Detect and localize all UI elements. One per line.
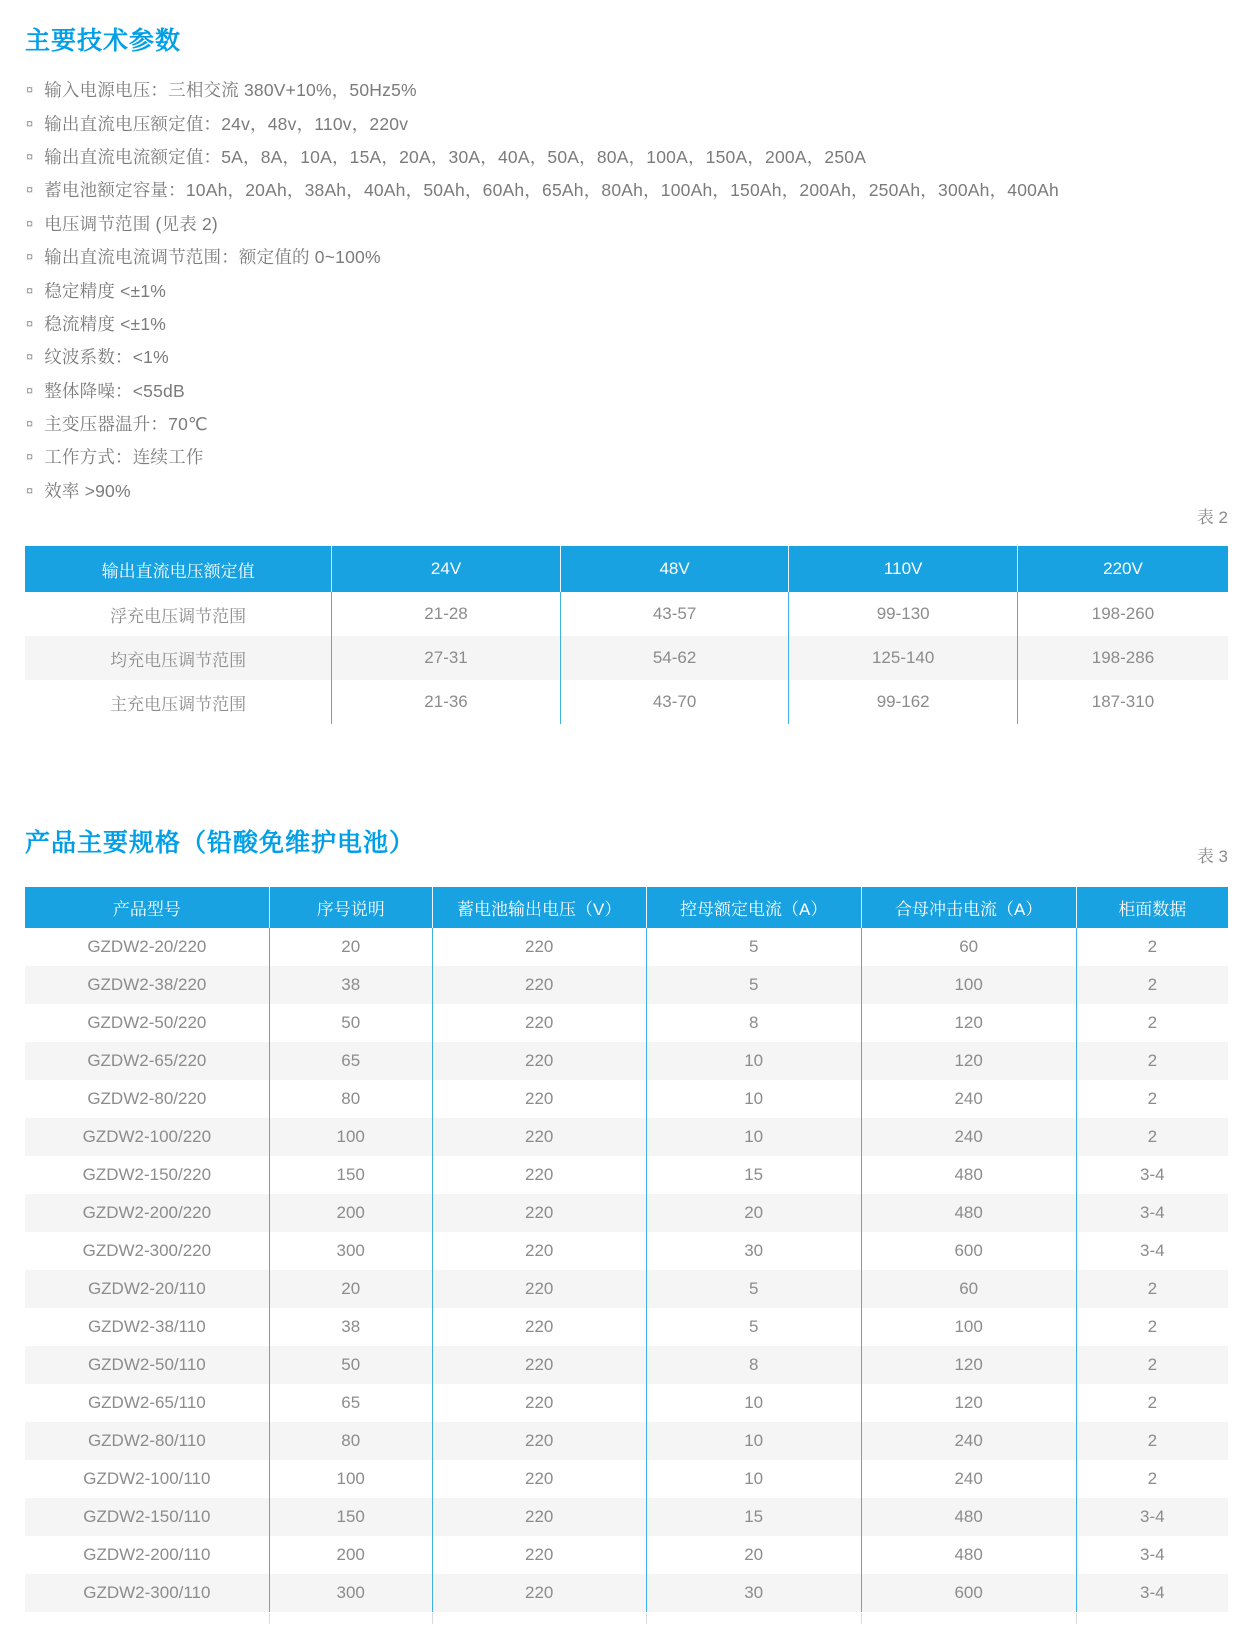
section2-title: 产品主要规格（铅酸免维护电池） (25, 829, 416, 858)
table-cell: 200 (269, 1536, 432, 1574)
table-cell: 21-28 (332, 592, 561, 636)
table-cell: 10 (646, 1422, 861, 1460)
table2-label: 表 2 (1196, 508, 1228, 528)
table-cell: 220 (432, 1118, 646, 1156)
spec-text: 效率 >90% (44, 480, 131, 501)
table-cell: 120 (861, 1042, 1076, 1080)
product-spec-table (25, 887, 1228, 1612)
table-cell: 5 (646, 1308, 861, 1346)
table-cell: 480 (861, 1536, 1076, 1574)
table-cell: 2 (1076, 966, 1228, 1004)
table-row (25, 1042, 1228, 1080)
bullet-icon: ¤ (26, 349, 34, 365)
table-row (25, 1194, 1228, 1232)
table-cell: 220 (432, 928, 646, 966)
column-header: 220V (1017, 546, 1228, 592)
table-cell: 20 (646, 1536, 861, 1574)
table-cell: 220 (432, 1080, 646, 1118)
spec-item (25, 340, 1228, 373)
table-cell: GZDW2-200/220 (82, 1203, 212, 1223)
table-cell: 150 (269, 1498, 432, 1536)
table-cell: 120 (861, 1384, 1076, 1422)
table-cell: GZDW2-100/220 (82, 1127, 212, 1147)
table-cell: 2 (1076, 1004, 1228, 1042)
table-cell: 300 (269, 1574, 432, 1612)
table-row (25, 1384, 1228, 1422)
table-cell: 480 (861, 1156, 1076, 1194)
table-cell: 2 (1076, 1460, 1228, 1498)
spec-text: 工作方式：连续工作 (44, 447, 204, 468)
spec-item (25, 374, 1228, 407)
spec-text: 输出直流电压额定值：24v，48v，110v，220v (44, 113, 409, 134)
spec-item (25, 207, 1228, 240)
tick-mark (646, 1613, 647, 1624)
table-cell: 100 (269, 1460, 432, 1498)
table-cell: GZDW2-150/220 (82, 1165, 212, 1185)
table-cell: 54-62 (560, 636, 789, 680)
table-row (25, 1536, 1228, 1574)
spec-text: 输出直流电流调节范围：额定值的 0~100% (44, 247, 381, 268)
table-cell: 99-130 (789, 592, 1018, 636)
table-cell: 480 (861, 1194, 1076, 1232)
table-cell: 15 (646, 1156, 861, 1194)
bullet-icon: ¤ (26, 416, 34, 432)
spec-item (25, 240, 1228, 273)
spec-item (25, 307, 1228, 340)
table-cell: 240 (861, 1118, 1076, 1156)
table-cell: 20 (269, 1270, 432, 1308)
spec-text: 蓄电池额定容量：10Ah，20Ah，38Ah，40Ah，50Ah，60Ah，65Ah，80Ah，100Ah，150Ah，200Ah，250Ah，300Ah，400Ah (44, 180, 1059, 201)
table-cell: 65 (269, 1042, 432, 1080)
column-header: 24V (332, 546, 561, 592)
table-row (25, 1498, 1228, 1536)
table-cell: 60 (861, 928, 1076, 966)
table-cell: 3-4 (1076, 1194, 1228, 1232)
spec-item (25, 173, 1228, 206)
table3-bottom-ticks (25, 1612, 1228, 1626)
table3-label: 表 3 (1196, 847, 1228, 867)
table-cell: GZDW2-65/220 (87, 1051, 207, 1071)
column-header: 110V (789, 546, 1018, 592)
bullet-icon: ¤ (26, 249, 34, 265)
table-row (25, 1422, 1228, 1460)
table-cell: GZDW2-50/220 (87, 1013, 207, 1033)
spec-text: 主变压器温升：70℃ (44, 414, 208, 435)
table-row (25, 1156, 1228, 1194)
spec-text: 整体降噪：<55dB (44, 380, 185, 401)
table-cell: 240 (861, 1422, 1076, 1460)
table-cell: 200 (269, 1194, 432, 1232)
table-cell: 600 (861, 1232, 1076, 1270)
table-cell: 10 (646, 1384, 861, 1422)
table-cell: 220 (432, 1536, 646, 1574)
table-cell: GZDW2-300/110 (83, 1583, 211, 1603)
table-cell: GZDW2-50/110 (87, 1355, 206, 1375)
table-cell: 220 (432, 966, 646, 1004)
column-header: 48V (560, 546, 789, 592)
table-cell: 2 (1076, 1042, 1228, 1080)
table-cell: 主充电压调节范围 (110, 694, 247, 714)
tick-mark (432, 1613, 433, 1624)
column-header: 蓄电池输出电压（V） (432, 887, 646, 928)
table-cell: 20 (269, 928, 432, 966)
table-row (25, 1308, 1228, 1346)
table-cell: GZDW2-38/220 (87, 975, 207, 995)
bullet-icon: ¤ (26, 115, 34, 131)
table-cell: 240 (861, 1460, 1076, 1498)
table-cell: 2 (1076, 1384, 1228, 1422)
spec-text: 输入电源电压：三相交流 380V+10%，50Hz5% (44, 80, 417, 101)
table-cell: 2 (1076, 1308, 1228, 1346)
table-row (25, 1232, 1228, 1270)
spec-item (25, 106, 1228, 139)
table-cell: GZDW2-200/110 (83, 1545, 211, 1565)
spec-item (25, 474, 1228, 507)
table-cell: 220 (432, 1384, 646, 1422)
bullet-icon: ¤ (26, 449, 34, 465)
spec-item (25, 407, 1228, 440)
table-cell: 10 (646, 1080, 861, 1118)
table-cell: 80 (269, 1422, 432, 1460)
table-cell: 8 (646, 1004, 861, 1042)
spec-text: 稳定精度 <±1% (44, 280, 167, 301)
table-cell: 10 (646, 1460, 861, 1498)
table-cell: 600 (861, 1574, 1076, 1612)
table-cell: 80 (269, 1080, 432, 1118)
table-cell: 100 (861, 966, 1076, 1004)
table-cell: 240 (861, 1080, 1076, 1118)
table-header-row (25, 887, 1228, 928)
table-row (25, 966, 1228, 1004)
table-cell: 2 (1076, 1118, 1228, 1156)
table-cell: 300 (269, 1232, 432, 1270)
table-cell: 27-31 (332, 636, 561, 680)
table-cell: 43-70 (560, 680, 789, 724)
table-cell: 30 (646, 1232, 861, 1270)
table-cell: 60 (861, 1270, 1076, 1308)
spec-text: 稳流精度 <±1% (44, 313, 167, 334)
table-cell: 3-4 (1076, 1574, 1228, 1612)
table-cell: 均充电压调节范围 (110, 650, 247, 670)
bullet-icon: ¤ (26, 382, 34, 398)
table-cell: 8 (646, 1346, 861, 1384)
table-cell: 125-140 (789, 636, 1018, 680)
table-row (25, 928, 1228, 966)
table-cell: 3-4 (1076, 1498, 1228, 1536)
table-cell: 220 (432, 1194, 646, 1232)
table-cell: 5 (646, 928, 861, 966)
column-header: 控母额定电流（A） (646, 887, 861, 928)
table-row (25, 1460, 1228, 1498)
table-cell: 220 (432, 1346, 646, 1384)
tick-mark (861, 1613, 862, 1624)
table-cell: 198-260 (1017, 592, 1228, 636)
section2-heading-row (25, 828, 1228, 867)
spec-item (25, 73, 1228, 106)
table-cell: GZDW2-65/110 (87, 1393, 206, 1413)
table-cell: 220 (432, 1422, 646, 1460)
spec-text: 输出直流电流额定值：5A，8A，10A，15A，20A，30A，40A，50A，80A，100A，150A，200A，250A (44, 146, 867, 167)
table-cell: 480 (861, 1498, 1076, 1536)
table-cell: GZDW2-20/110 (87, 1279, 206, 1299)
table-cell: GZDW2-80/110 (87, 1431, 206, 1451)
table-row (25, 1004, 1228, 1042)
table-row (25, 1346, 1228, 1384)
spec-text: 纹波系数：<1% (44, 347, 169, 368)
table-cell: 220 (432, 1156, 646, 1194)
bullet-icon: ¤ (26, 315, 34, 331)
spec-item (25, 273, 1228, 306)
spec-item (25, 440, 1228, 473)
table-cell: GZDW2-38/110 (87, 1317, 206, 1337)
table-cell: 43-57 (560, 592, 789, 636)
table-cell: GZDW2-300/220 (82, 1241, 212, 1261)
table-cell: 100 (269, 1118, 432, 1156)
table-cell: 220 (432, 1574, 646, 1612)
table-cell: 38 (269, 1308, 432, 1346)
spec-list (25, 73, 1228, 507)
table-cell: 2 (1076, 1422, 1228, 1460)
table-cell: 30 (646, 1574, 861, 1612)
table-cell: 15 (646, 1498, 861, 1536)
table-cell: 220 (432, 1270, 646, 1308)
table-cell: 21-36 (332, 680, 561, 724)
table-cell: GZDW2-20/220 (87, 937, 207, 957)
table-cell: 20 (646, 1194, 861, 1232)
table-cell: 100 (861, 1308, 1076, 1346)
table-cell: 3-4 (1076, 1156, 1228, 1194)
column-header: 序号说明 (269, 887, 432, 928)
table-row (25, 1118, 1228, 1156)
table-cell: 2 (1076, 1270, 1228, 1308)
table-header-row (25, 546, 1228, 592)
table-cell: 220 (432, 1004, 646, 1042)
spec-text: 电压调节范围 (见表 2) (44, 213, 218, 234)
table-row (25, 1270, 1228, 1308)
column-header: 产品型号 (25, 887, 269, 928)
table-cell: 65 (269, 1384, 432, 1422)
table-cell: 2 (1076, 928, 1228, 966)
voltage-range-table (25, 546, 1228, 724)
table-cell: 50 (269, 1004, 432, 1042)
bullet-icon: ¤ (26, 182, 34, 198)
tick-mark (1076, 1613, 1077, 1624)
table-row (25, 680, 1228, 724)
bullet-icon: ¤ (26, 282, 34, 298)
bullet-icon: ¤ (26, 148, 34, 164)
table-cell: GZDW2-100/110 (83, 1469, 211, 1489)
column-header: 合母冲击电流（A） (861, 887, 1076, 928)
table-cell: 3-4 (1076, 1232, 1228, 1270)
bullet-icon: ¤ (26, 215, 34, 231)
table-row (25, 636, 1228, 680)
table-cell: 3-4 (1076, 1536, 1228, 1574)
section1-title: 主要技术参数 (25, 27, 182, 55)
table-cell: 220 (432, 1460, 646, 1498)
table-cell: 120 (861, 1346, 1076, 1384)
table-cell: GZDW2-150/110 (83, 1507, 211, 1527)
table-row (25, 1080, 1228, 1118)
table-cell: 5 (646, 966, 861, 1004)
table-cell: 220 (432, 1308, 646, 1346)
table-cell: 2 (1076, 1080, 1228, 1118)
column-header: 柜面数据 (1076, 887, 1228, 928)
table-cell: 150 (269, 1156, 432, 1194)
table-cell: 99-162 (789, 680, 1018, 724)
table-row (25, 592, 1228, 636)
table-cell: 120 (861, 1004, 1076, 1042)
table-cell: 10 (646, 1118, 861, 1156)
table-cell: 浮充电压调节范围 (110, 606, 247, 626)
table-cell: GZDW2-80/220 (87, 1089, 207, 1109)
table-cell: 220 (432, 1232, 646, 1270)
table-cell: 10 (646, 1042, 861, 1080)
table-cell: 220 (432, 1498, 646, 1536)
spec-item (25, 140, 1228, 173)
bullet-icon: ¤ (26, 482, 34, 498)
table-cell: 2 (1076, 1346, 1228, 1384)
table-cell: 187-310 (1017, 680, 1228, 724)
table-cell: 220 (432, 1042, 646, 1080)
table-cell: 5 (646, 1270, 861, 1308)
table-cell: 50 (269, 1346, 432, 1384)
column-header: 输出直流电压额定值 (25, 546, 332, 592)
bullet-icon: ¤ (26, 82, 34, 98)
table-cell: 38 (269, 966, 432, 1004)
table-cell: 198-286 (1017, 636, 1228, 680)
tick-mark (269, 1613, 270, 1624)
table-row (25, 1574, 1228, 1612)
